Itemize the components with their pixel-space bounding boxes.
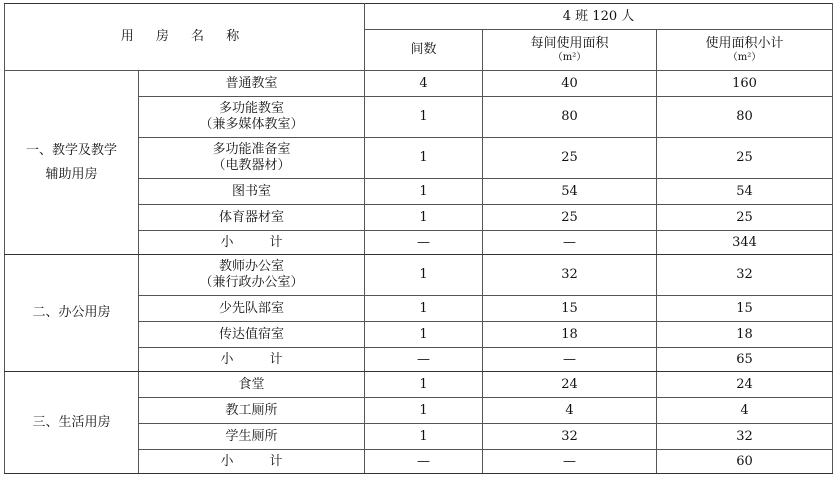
table-row xyxy=(5,372,833,398)
room-name-cell: 教师办公室 （兼行政办公室） xyxy=(139,255,365,296)
room-name-cell: 普通教室 xyxy=(139,71,365,97)
subtotal-count-cell: — xyxy=(365,231,483,255)
header-room-name: 用 房 名 称 xyxy=(5,4,365,71)
unit-label: （m²） xyxy=(727,52,762,63)
area-total-cell: 18 xyxy=(657,322,833,348)
count-cell: 1 xyxy=(365,296,483,322)
area-each-cell: 54 xyxy=(483,179,657,205)
table-row xyxy=(5,255,833,296)
group-name: 三、生活用房 xyxy=(5,372,139,474)
count-cell: 1 xyxy=(365,424,483,450)
subtotal-label: 小 计 xyxy=(139,231,365,255)
header-scale: 4 班 120 人 xyxy=(365,4,833,30)
room-name-cell: 多功能教室 （兼多媒体教室） xyxy=(139,97,365,138)
subtotal-label: 小 计 xyxy=(139,348,365,372)
area-each-cell: 18 xyxy=(483,322,657,348)
area-total-cell: 54 xyxy=(657,179,833,205)
area-each-cell: 80 xyxy=(483,97,657,138)
area-each-cell: 32 xyxy=(483,255,657,296)
subtotal-label: 小 计 xyxy=(139,450,365,474)
area-each-cell: 32 xyxy=(483,424,657,450)
area-each-cell: 15 xyxy=(483,296,657,322)
area-each-cell: 25 xyxy=(483,138,657,179)
subtotal-area-total-cell: 344 xyxy=(657,231,833,255)
area-total-cell: 80 xyxy=(657,97,833,138)
subtotal-area-total-cell: 65 xyxy=(657,348,833,372)
room-name-cell: 图书室 xyxy=(139,179,365,205)
group-name: 一、教学及教学 辅助用房 xyxy=(5,71,139,255)
count-cell: 4 xyxy=(365,71,483,97)
area-total-cell: 4 xyxy=(657,398,833,424)
room-name-cell: 食堂 xyxy=(139,372,365,398)
subtotal-area-each-cell: — xyxy=(483,450,657,474)
area-total-cell: 32 xyxy=(657,255,833,296)
area-each-cell: 25 xyxy=(483,205,657,231)
area-each-cell: 24 xyxy=(483,372,657,398)
area-each-cell: 4 xyxy=(483,398,657,424)
count-cell: 1 xyxy=(365,205,483,231)
count-cell: 1 xyxy=(365,97,483,138)
subtotal-area-each-cell: — xyxy=(483,348,657,372)
count-cell: 1 xyxy=(365,372,483,398)
area-total-cell: 24 xyxy=(657,372,833,398)
area-total-cell: 32 xyxy=(657,424,833,450)
room-name-cell: 教工厕所 xyxy=(139,398,365,424)
area-total-cell: 25 xyxy=(657,205,833,231)
group-name: 二、办公用房 xyxy=(5,255,139,372)
room-name-cell: 少先队部室 xyxy=(139,296,365,322)
table-row xyxy=(5,71,833,97)
header-area-total: 使用面积小计 （m²） xyxy=(657,30,833,71)
subtotal-area-each-cell: — xyxy=(483,231,657,255)
table-body xyxy=(5,71,833,474)
count-cell: 1 xyxy=(365,322,483,348)
subtotal-count-cell: — xyxy=(365,450,483,474)
room-name-cell: 学生厕所 xyxy=(139,424,365,450)
subtotal-count-cell: — xyxy=(365,348,483,372)
subtotal-area-total-cell: 60 xyxy=(657,450,833,474)
room-name-cell: 传达值宿室 xyxy=(139,322,365,348)
header-area-each: 每间使用面积 （m²） xyxy=(483,30,657,71)
count-cell: 1 xyxy=(365,138,483,179)
unit-label: （m²） xyxy=(552,52,587,63)
count-cell: 1 xyxy=(365,398,483,424)
area-each-cell: 40 xyxy=(483,71,657,97)
room-name-cell: 多功能准备室 （电教器材） xyxy=(139,138,365,179)
room-name-cell: 体育器材室 xyxy=(139,205,365,231)
header-count: 间数 xyxy=(365,30,483,71)
count-cell: 1 xyxy=(365,255,483,296)
room-area-table xyxy=(4,3,833,474)
count-cell: 1 xyxy=(365,179,483,205)
area-total-cell: 160 xyxy=(657,71,833,97)
area-total-cell: 15 xyxy=(657,296,833,322)
area-total-cell: 25 xyxy=(657,138,833,179)
